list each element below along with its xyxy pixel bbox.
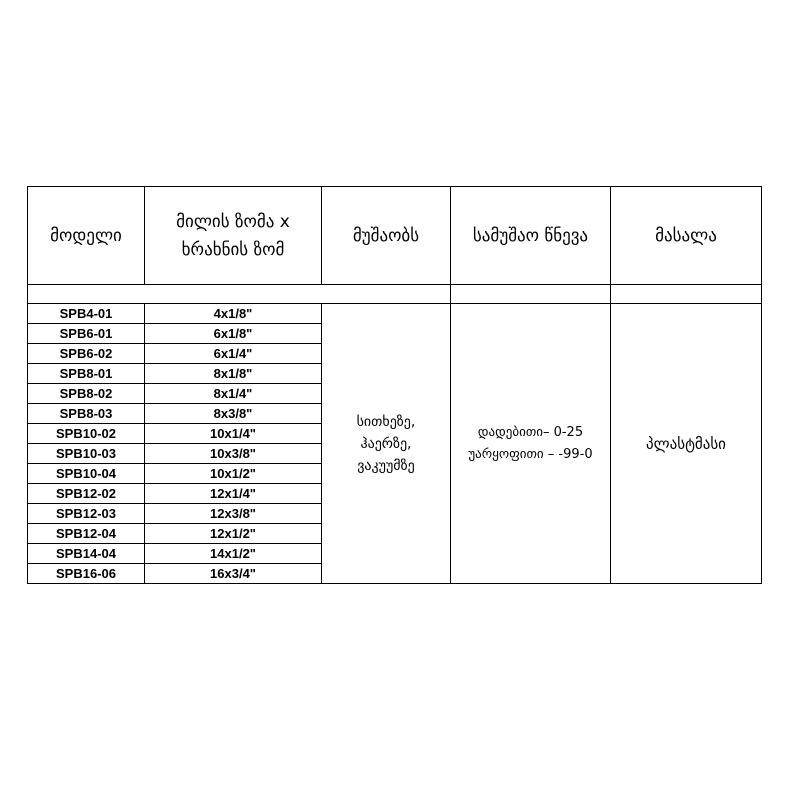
- model-cell: SPB16-06: [28, 564, 145, 584]
- model-cell: SPB8-03: [28, 404, 145, 424]
- model-cell: SPB12-02: [28, 484, 145, 504]
- model-cell: SPB6-01: [28, 324, 145, 344]
- header-size-line1: მილის ზომა x: [176, 211, 290, 232]
- model-cell: SPB4-01: [28, 304, 145, 324]
- model-cell: SPB6-02: [28, 344, 145, 364]
- size-cell: 6x1/8": [145, 324, 322, 344]
- size-cell: 12x3/8": [145, 504, 322, 524]
- pressure-line1: დადებითი– 0-25: [477, 424, 584, 440]
- model-cell: SPB10-02: [28, 424, 145, 444]
- medium-line2: ჰაერზე,: [360, 435, 412, 452]
- size-cell: 8x1/8": [145, 364, 322, 384]
- size-cell: 10x3/8": [145, 444, 322, 464]
- size-cell: 4x1/8": [145, 304, 322, 324]
- header-size-line2: ხრახნის ზომ: [181, 239, 285, 260]
- header-pressure: სამუშაო წნევა: [451, 187, 611, 285]
- pressure-line2: უარყოფითი – -99-0: [468, 446, 593, 462]
- table-row: [28, 304, 762, 324]
- header-material: მასალა: [611, 187, 762, 285]
- spec-table: [27, 186, 762, 584]
- size-cell: 6x1/4": [145, 344, 322, 364]
- spacer-cell-material: [611, 285, 762, 304]
- pressure-cell: [451, 304, 611, 584]
- header-medium: მუშაობს: [322, 187, 451, 285]
- size-cell: 12x1/2": [145, 524, 322, 544]
- size-cell: 10x1/4": [145, 424, 322, 444]
- model-cell: SPB8-01: [28, 364, 145, 384]
- header-size: [145, 187, 322, 285]
- material-cell: პლასტმასი: [611, 304, 762, 584]
- spacer-row: [28, 285, 762, 304]
- size-cell: 8x1/4": [145, 384, 322, 404]
- size-cell: 10x1/2": [145, 464, 322, 484]
- size-cell: 16x3/4": [145, 564, 322, 584]
- data-rows: [28, 304, 762, 584]
- model-cell: SPB10-03: [28, 444, 145, 464]
- medium-line1: სითხეზე,: [356, 413, 416, 430]
- model-cell: SPB8-02: [28, 384, 145, 404]
- spacer-cell-left: [28, 285, 451, 304]
- header-row: [28, 187, 762, 285]
- medium-cell: [322, 304, 451, 584]
- model-cell: SPB10-04: [28, 464, 145, 484]
- medium-line3: ვაკუუმზე: [357, 457, 415, 474]
- model-cell: SPB12-03: [28, 504, 145, 524]
- size-cell: 14x1/2": [145, 544, 322, 564]
- size-cell: 12x1/4": [145, 484, 322, 504]
- spacer-cell-pressure: [451, 285, 611, 304]
- header-model: მოდელი: [28, 187, 145, 285]
- model-cell: SPB14-04: [28, 544, 145, 564]
- model-cell: SPB12-04: [28, 524, 145, 544]
- size-cell: 8x3/8": [145, 404, 322, 424]
